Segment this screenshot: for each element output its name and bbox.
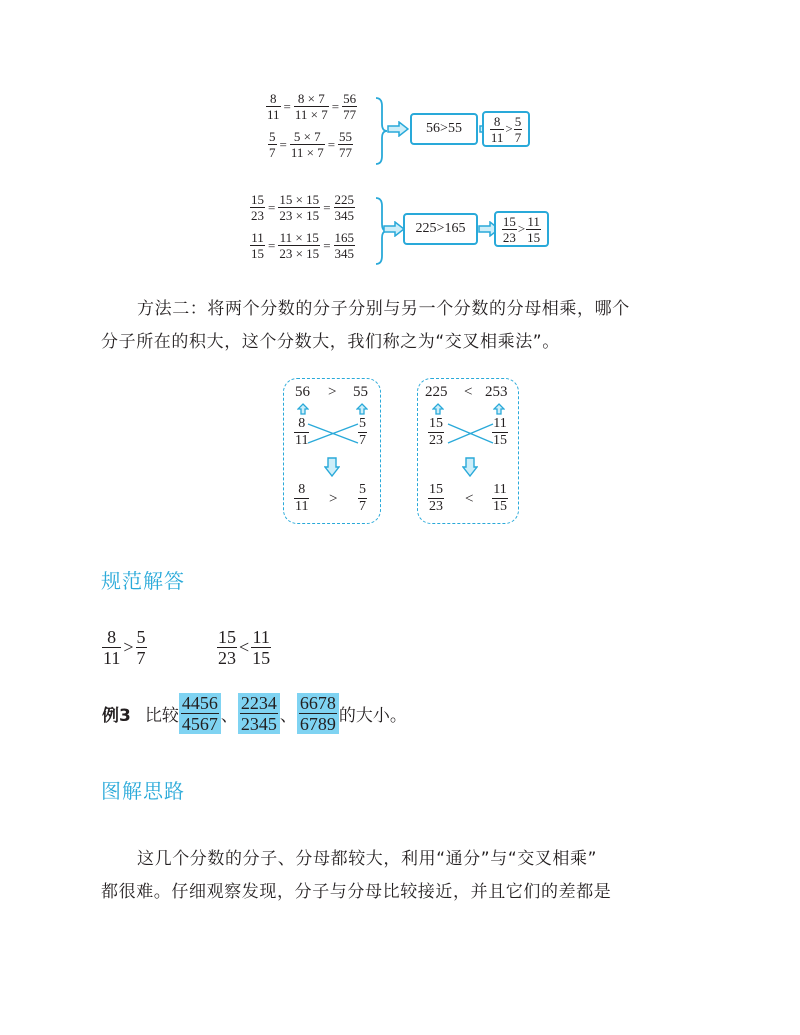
equation-row: $\frac{5}{7}$ = $\frac{5 \times 7}{11 \times 7}$ = $\frac{55}{77}$ <box>269 129 353 160</box>
product-value: 56 <box>295 384 310 400</box>
fraction: $\frac{8}{11}$ <box>490 113 504 145</box>
fraction: $\frac{11}{15}$ <box>527 213 541 245</box>
arrow-up-icon <box>297 403 309 415</box>
highlighted-fraction: $\frac{2234}{2345}$ <box>238 693 280 734</box>
cross-lines-icon <box>446 421 496 447</box>
example-3: 例3 比较 $\frac{4456}{4567}$ 、 $\frac{2234}{2345}$ 、 $\frac{6678}{6789}$ 的大小。 <box>102 693 407 734</box>
fraction: $\frac{8}{11}$ <box>295 416 309 448</box>
compare-sign: < <box>465 491 474 507</box>
fraction: $\frac{8 \times 7}{11 \times 7}$ <box>294 91 328 122</box>
fraction: $\frac{5}{7}$ <box>514 113 522 145</box>
compare-sign: > <box>328 384 337 400</box>
fraction: $\frac{56}{77}$ <box>343 91 357 122</box>
section-heading-answer: 规范解答 <box>101 569 185 593</box>
equation-row: $\frac{8}{11}$ = $\frac{8 \times 7}{11 \times 7}$ = $\frac{56}{77}$ <box>267 91 357 122</box>
fraction: $\frac{15}{23}$ <box>429 482 443 514</box>
comparison-text: 56>55 <box>426 121 462 136</box>
fraction: $\frac{5}{7}$ <box>359 482 366 514</box>
equation-row: $\frac{11}{15}$ = $\frac{11 \times 15}{23 \times 15}$ = $\frac{165}{345}$ <box>251 230 355 261</box>
example-prefix: 比较 <box>144 706 179 726</box>
section-heading-idea: 图解思路 <box>101 779 185 803</box>
fraction: $\frac{15}{23}$ <box>429 416 443 448</box>
compare-sign: > <box>329 491 338 507</box>
arrow-up-icon <box>432 403 444 415</box>
answer-b <box>217 628 271 667</box>
arrow-up-icon <box>356 403 368 415</box>
example-suffix: 的大小。 <box>338 706 407 726</box>
fraction: $\frac{5}{7}$ <box>269 129 276 160</box>
example-label: 例3 <box>102 706 131 726</box>
arrow-right-icon <box>387 121 409 137</box>
answer-a <box>102 628 147 667</box>
cross-multiply-card <box>283 378 381 524</box>
fraction: $\frac{11}{15}$ <box>493 416 507 448</box>
cross-lines-icon <box>306 421 362 447</box>
text-line: 这几个分数的分子、分母都较大，利用“通分”与“交叉相乘” <box>137 849 598 869</box>
compare-sign: > <box>123 637 134 657</box>
fraction: $\frac{225}{345}$ <box>334 192 355 223</box>
fraction: $\frac{15}{23}$ <box>502 213 516 245</box>
arrow-up-icon <box>493 403 505 415</box>
arrow-right-icon <box>383 221 405 237</box>
equation-row: $\frac{15}{23}$ = $\frac{15 \times 15}{23 \times 15}$ = $\frac{225}{345}$ <box>251 192 355 223</box>
arrow-down-icon <box>462 457 478 477</box>
product-value: 253 <box>485 384 508 400</box>
idea-paragraph <box>101 843 721 909</box>
text-line: 都很难。仔细观察发现，分子与分母比较接近，并且它们的差都是 <box>101 882 612 902</box>
fraction: $\frac{11 \times 15}{23 \times 15}$ <box>279 230 320 261</box>
fraction: $\frac{8}{11}$ <box>295 482 309 514</box>
right-brace-icon <box>374 96 388 166</box>
comparison-box <box>410 113 478 145</box>
fraction: $\frac{8}{11}$ <box>267 91 280 122</box>
fraction: $\frac{8}{11}$ <box>103 627 121 668</box>
method2-paragraph <box>101 293 721 359</box>
fraction: $\frac{55}{77}$ <box>339 129 353 160</box>
fraction: $\frac{15}{23}$ <box>218 627 236 668</box>
text-line: 分子所在的积大，这个分数大，我们称之为“交叉相乘法”。 <box>101 332 560 352</box>
comparison-text: 225>165 <box>415 221 466 236</box>
fraction: $\frac{11}{15}$ <box>252 627 271 668</box>
fraction: $\frac{165}{345}$ <box>334 230 355 261</box>
result-box: $\frac{15}{23}$ > $\frac{11}{15}$ <box>494 211 549 247</box>
comparison-box <box>403 213 478 245</box>
compare-sign: < <box>239 637 250 657</box>
fraction: $\frac{11}{15}$ <box>493 482 507 514</box>
cross-multiply-card <box>417 378 519 524</box>
fraction: $\frac{15 \times 15}{23 \times 15}$ <box>279 192 320 223</box>
text-line: 方法二：将两个分数的分子分别与另一个分数的分母相乘，哪个 <box>137 299 630 319</box>
highlighted-fraction: $\frac{6678}{6789}$ <box>297 693 339 734</box>
arrow-down-icon <box>324 457 340 477</box>
highlighted-fraction: $\frac{4456}{4567}$ <box>179 693 221 734</box>
fraction: $\frac{5}{7}$ <box>136 627 146 668</box>
product-value: 55 <box>353 384 368 400</box>
fraction: $\frac{15}{23}$ <box>251 192 264 223</box>
result-box: $\frac{8}{11}$ > $\frac{5}{7}$ <box>482 111 530 147</box>
product-value: 225 <box>425 384 448 400</box>
fraction: $\frac{11}{15}$ <box>251 230 264 261</box>
fraction: $\frac{5}{7}$ <box>359 416 366 448</box>
fraction: $\frac{5 \times 7}{11 \times 7}$ <box>290 129 324 160</box>
compare-sign: < <box>464 384 473 400</box>
